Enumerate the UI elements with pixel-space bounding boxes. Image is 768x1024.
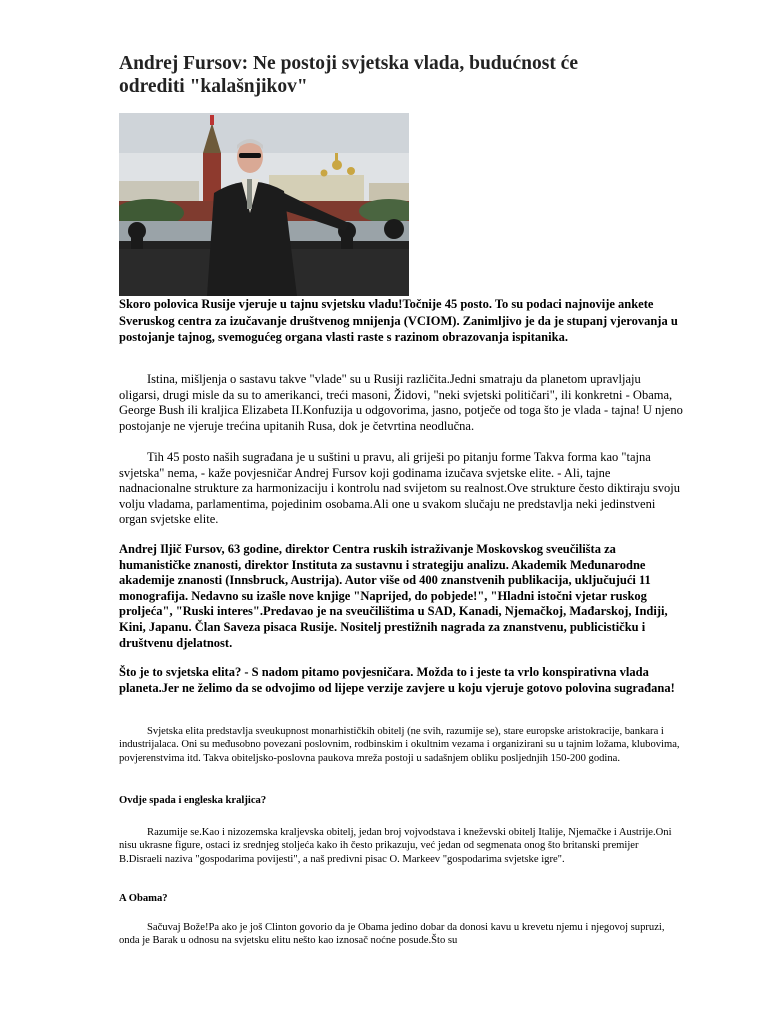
paragraph-2 — [119, 450, 684, 528]
answer-1-text: Svjetska elita predstavlja sveukupnost monarhističkih obitelj (ne svih, razumije se), stare europske aristokracije, bankara i industrijalaca. Oni su međusobno povezani poslovnim, rodbinskim i okultnim vezama i organizirani su u tajnim ložama, klubovima, povjerenstvima itd. Takva obiteljsko-poslovna paukova mreža postoji u sadašnjem obliku posljednjih 150-200 godina. — [119, 726, 680, 764]
paragraph-1-text: Istina, mišljenja o sastavu takve "vlade" su u Rusiji različita.Jedni smatraju da planetom upravljaju oligarsi, drugi misle da su to amerikanci, treći masoni, Židovi, "neki svjetski političari", ili konkretni - Obama, George Bush ili kraljica Elizabeta II.Konfuzija u odgovorima, jasno, potječe od toga što je vlada - tajna! U njeno postojanje ne vjeruje trećina upitanih Rusa, dok je četvrtina neodlučna. — [119, 372, 683, 433]
answer-3-text: Sačuvaj Bože!Pa ako je još Clinton govorio da je Obama jedino dobar da donosi kavu u krevetu njemu i njegovoj supruzi, onda je Barak u odnosu na svjetsku elitu nešto kao iznosač noćne posude.Što su — [119, 922, 665, 947]
article-photo — [119, 113, 409, 296]
answer-2 — [119, 826, 684, 866]
author-bio: Andrej Iljič Fursov, 63 godine, direktor Centra ruskih istraživanje Moskovskog sveučilišta za humanističke znanosti, direktor Instituta za sustavnu i strategiju analizu. Akademik Međunarodne akademije znanosti (Innsbruck, Austrija). Autor više od 400 znanstvenih publikacija, uključujući 11 monografija. Nedavno su izašle nove knjige "Naprijed, do pobjede!", "Hladni istočni vjetar ruskog proljeća", "Ruski interes".Predavao je na sveučilištima u SAD, Kanadi, Njemačkoj, Mađarskoj, Indiji, Kini, Japanu. Član Saveza pisaca Rusije. Nositelj prestižnih nagrada za znanstvenu, publicističku i društvenu djelatnost. — [119, 542, 668, 650]
article-lead: Skoro polovica Rusije vjeruje u tajnu svjetsku vladu!Točnije 45 posto. To su podaci najnovije ankete Sveruskog centra za izučavanje društvenog mnijenja (VCIOM). Zanimljivo je da je stupanj vjerovanja u postojanje tajnog, svemogućeg organa vlasti raste s razinom obrazovanja ispitanika. — [119, 297, 678, 344]
question-heading-3: A Obama? — [119, 893, 168, 904]
answer-2-text: Razumije se.Kao i nizozemska kraljevska obitelj, jedan broj vojvodstava i kneževski obitelj Italije, Njemačke i Austrije.Oni nisu ukrasne figure, ostaci iz srednjeg stoljeća kako ih često prikazuju, već jedan od segmenata onog što britanski premijer B.Disraeli naziva "gospodarima povijesti", a naš predivni pisac O. Markeev "gospodarima svjetske igre". — [119, 827, 672, 865]
question-heading-2: Ovdje spada i engleska kraljica? — [119, 795, 267, 806]
paragraph-2-text: Tih 45 posto naših sugrađana je u suštini u pravu, ali griješi po pitanju forme Takva forma kao "tajna svjetska" nema, - kaže povjesničar Andrej Fursov koji godinama izučava svjetske elite. - Ali, tajne nadnacionalne strukture za harmonizaciju i kontrolu nad svijetom su realnost.Ove strukture često diktiraju svoju volju vladama, parlamentima, pojedinim osobama.Ali one u svakom slučaju ne predstavlja neki jedinstveni organ svjetske elite. — [119, 450, 680, 526]
article-title: Andrej Fursov: Ne postoji svjetska vlada, budućnost će odrediti "kalašnjikov" — [119, 53, 578, 97]
paragraph-1 — [119, 372, 684, 434]
question-1: Što je to svjetska elita? - S nadom pitamo povjesničara. Možda to i jeste ta vrlo konspirativna vlada planeta.Jer ne želimo da se odvojimo od lijepe verzije zavjere u koju vjeruje gotovo polovina sugrađana! — [119, 665, 675, 695]
answer-1 — [119, 725, 684, 765]
answer-3 — [119, 921, 684, 948]
